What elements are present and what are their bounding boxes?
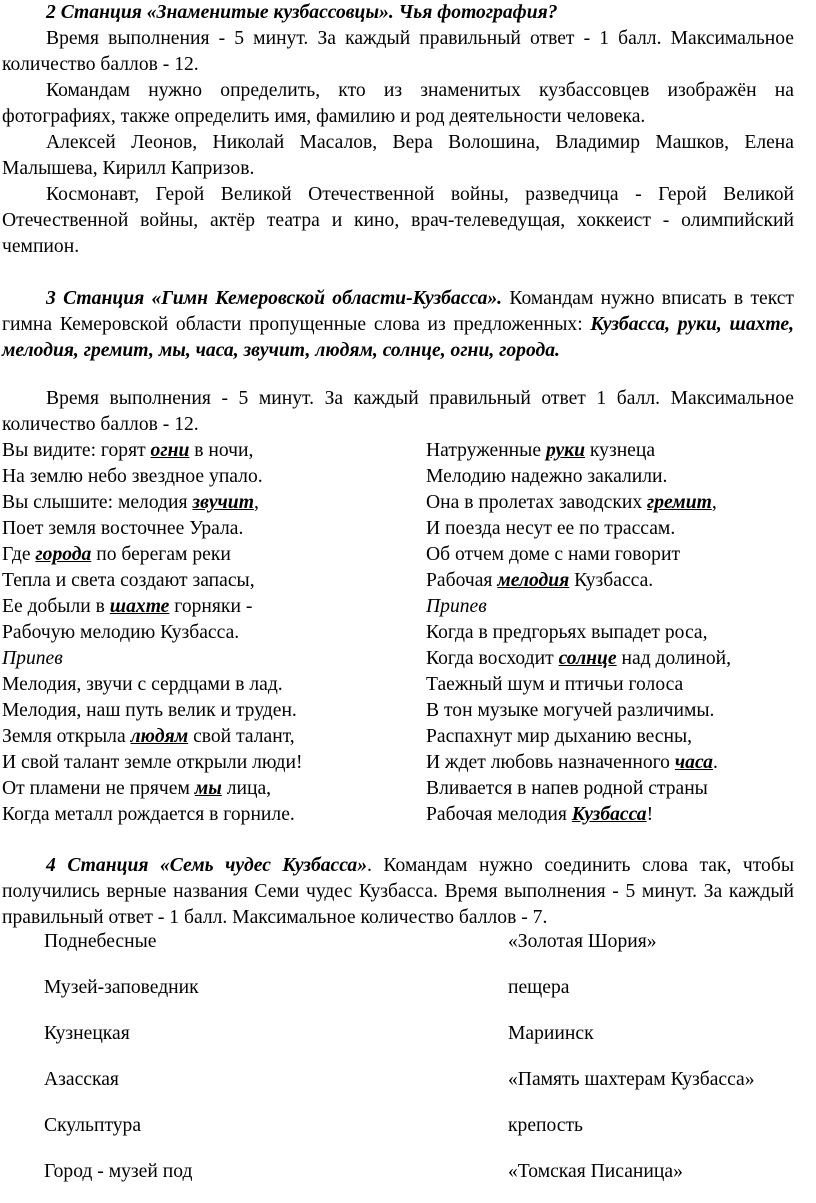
hymn-line-text: Земля открыла (2, 726, 131, 747)
hymn-line (2, 724, 303, 750)
hymn-line (2, 568, 303, 594)
hymn-line-text: И поезда несут ее по трассам. (426, 518, 676, 539)
hymn-line (2, 802, 303, 828)
hymn-line-text-end: кузнеца (585, 440, 656, 461)
wonder-right-item: пещера (508, 977, 570, 998)
hymn-line (426, 464, 731, 490)
hymn-line-text-end: над долиной, (616, 648, 731, 669)
hymn-line (2, 542, 303, 568)
hymn-line-text: Припев (426, 596, 487, 617)
wonder-right-item: «Память шахтерам Кузбасса» (508, 1069, 755, 1090)
station-3-instruction: Командам нужно вписать в текст гимна Кемеровской области пропущенные слова из предложенных: (2, 288, 794, 335)
hymn-line-text: Припев (2, 648, 63, 669)
station-4-instruction: . Командам нужно соединить слова так, чтобы получились верные названия Семи чудес Кузбасса. Время выполнения - 5 минут. За каждый правильный ответ - 1 балл. Максимальное количество баллов - 7. (2, 855, 794, 928)
hymn-line-text: Ее добыли в (2, 596, 110, 617)
station-2-time: Время выполнения - 5 минут. За каждый правильный ответ - 1 балл. Максимальное количество баллов - 12. (2, 28, 794, 75)
hymn-inserted-word: руки (545, 440, 586, 461)
hymn-inserted-word: звучит (192, 492, 254, 513)
hymn-line-text: Поет земля восточнее Урала. (2, 518, 244, 539)
hymn-line (426, 750, 731, 776)
wonder-right-item: крепость (508, 1115, 583, 1136)
wonder-left-item: Музей-заповедник (44, 977, 199, 998)
hymn-inserted-word: людям (130, 726, 189, 747)
hymn-line-text-end: Кузбасса. (569, 570, 654, 591)
hymn-line (2, 620, 303, 646)
hymn-line-text: Мелодия, наш путь велик и труден. (2, 700, 297, 721)
hymn-line-text: Когда восходит (426, 648, 559, 669)
hymn-line-text: От пламени не прячем (2, 778, 195, 799)
hymn-line (2, 672, 303, 698)
station-2-professions: Космонавт, Герой Великой Отечественной войны, разведчица - Герой Великой Отечественной войны, актёр театра и кино, врач-телеведущая, хоккеист - олимпийский чемпион. (2, 184, 794, 257)
station-3-intro (2, 286, 794, 364)
hymn-line (426, 698, 731, 724)
hymn-line-text: Мелодию надежно закалили. (426, 466, 668, 487)
hymn-line (426, 724, 731, 750)
hymn-line (426, 568, 731, 594)
hymn-inserted-word: часа (674, 752, 713, 773)
hymn-line-text: Тепла и света создают запасы, (2, 570, 255, 591)
hymn-line (426, 672, 731, 698)
hymn-line-text: Когда металл рождается в горниле. (2, 804, 295, 825)
hymn-line-text: Рабочую мелодию Кузбасса. (2, 622, 240, 643)
wonder-left-item: Скульптура (44, 1115, 142, 1136)
hymn-line-text-end: лица, (221, 778, 272, 799)
hymn-line (426, 490, 731, 516)
hymn-line (426, 516, 731, 542)
hymn-right-column (426, 438, 731, 828)
hymn-line (2, 750, 303, 776)
hymn-inserted-word: гремит (647, 492, 712, 513)
wonder-left-item: Азасская (44, 1069, 119, 1090)
wonder-left-item: Город - музей под (44, 1161, 193, 1182)
hymn-line-text: И свой талант земле открыли люди! (2, 752, 303, 773)
hymn-inserted-word: мелодия (497, 570, 570, 591)
hymn-line (2, 776, 303, 802)
hymn-inserted-word: города (35, 544, 92, 565)
hymn-inserted-word: солнце (558, 648, 617, 669)
hymn-line (426, 802, 731, 828)
hymn-line-text-end: , (711, 492, 717, 513)
hymn-line-text: Таежный шум и птичьи голоса (426, 674, 684, 695)
hymn-line (2, 490, 303, 516)
hymn-line-text: Рабочая (426, 570, 498, 591)
wonder-right-item: «Томская Писаница» (508, 1161, 683, 1182)
station-2-title-line (2, 0, 794, 26)
hymn-inserted-word: огни (150, 440, 190, 461)
hymn-line-text: В тон музыке могучей различимы. (426, 700, 715, 721)
station-2-task: Командам нужно определить, кто из знаменитых кузбассовцев изображён на фотографиях, также определить имя, фамилию и род деятельности человека. (2, 80, 794, 127)
wonder-left-item: Поднебесные (44, 931, 157, 952)
station-2-title: 2 Станция «Знаменитые кузбассовцы». Чья фотография? (46, 2, 558, 23)
hymn-line-text-end: горняки - (169, 596, 253, 617)
hymn-line-text-end: свой талант, (188, 726, 295, 747)
station-3-title: 3 Станция «Гимн Кемеровской области-Кузбасса». (46, 288, 503, 309)
hymn-line-text: Когда в предгорьях выпадет роса, (426, 622, 708, 643)
hymn-line (426, 438, 731, 464)
wonder-right-item: «Золотая Шория» (508, 931, 657, 952)
hymn-line-text: Рабочая мелодия (426, 804, 572, 825)
wonder-right-item: Мариинск (508, 1023, 594, 1044)
hymn-left-column (2, 438, 303, 828)
hymn-line (2, 646, 303, 672)
hymn-line-text: Где (2, 544, 36, 565)
station-4-title: 4 Станция «Семь чудес Кузбасса» (46, 855, 367, 876)
hymn-line (2, 516, 303, 542)
hymn-line-text: Она в пролетах заводских (426, 492, 648, 513)
station-3-time: Время выполнения - 5 минут. За каждый правильный ответ 1 балл. Максимальное количество баллов - 12. (2, 388, 794, 435)
hymn-line-text: Натруженные (426, 440, 546, 461)
hymn-line-text-end: по берегам реки (91, 544, 231, 565)
hymn-line (426, 620, 731, 646)
hymn-line-text-end: в ночи, (189, 440, 254, 461)
hymn-line-text-end: , (253, 492, 259, 513)
hymn-line (426, 594, 731, 620)
hymn-line (426, 542, 731, 568)
hymn-line (2, 438, 303, 464)
wonder-left-item: Кузнецкая (44, 1023, 130, 1044)
hymn-line (426, 776, 731, 802)
hymn-inserted-word: шахте (109, 596, 170, 617)
hymn-line (426, 646, 731, 672)
station-4-intro (2, 853, 794, 931)
hymn-line (2, 594, 303, 620)
hymn-line-text: Вы видите: горят (2, 440, 151, 461)
hymn-line-text: Об отчем доме с нами говорит (426, 544, 681, 565)
hymn-line-text: Мелодия, звучи с сердцами в лад. (2, 674, 283, 695)
hymn-line (2, 698, 303, 724)
hymn-line-text-end: ! (646, 804, 654, 825)
station-2-names: Алексей Леонов, Николай Масалов, Вера Волошина, Владимир Машков, Елена Малышева, Кирилл Капризов. (2, 132, 794, 179)
hymn-line-text: На землю небо звездное упало. (2, 466, 263, 487)
hymn-line (2, 464, 303, 490)
hymn-line-text: Вливается в напев родной страны (426, 778, 708, 799)
hymn-inserted-word: Кузбасса (571, 804, 647, 825)
hymn-inserted-word: мы (194, 778, 222, 799)
station-3-word-bank: Кузбасса, руки, шахте, мелодия, гремит, мы, часа, звучит, людям, солнце, огни, города. (2, 314, 794, 361)
hymn-line-text: Вы слышите: мелодия (2, 492, 193, 513)
hymn-line-text: Распахнут мир дыханию весны, (426, 726, 693, 747)
hymn-line-text-end: . (712, 752, 718, 773)
hymn-line-text: И ждет любовь назначенного (426, 752, 675, 773)
